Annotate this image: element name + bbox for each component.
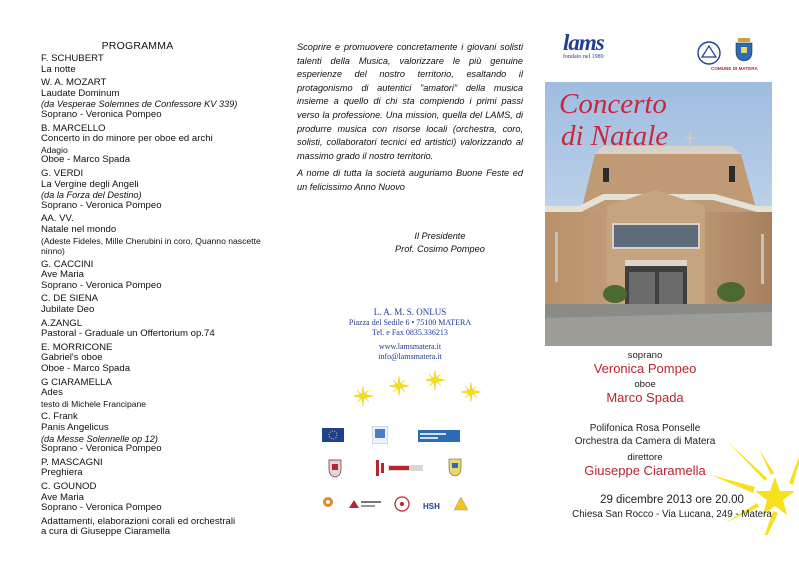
eu-flag-logo <box>322 428 344 442</box>
piece-line: testo di Michele Francipane <box>41 398 147 409</box>
piece-line: Ades <box>41 387 63 399</box>
svg-text:HSH: HSH <box>423 502 440 511</box>
programme-piece <box>41 124 273 166</box>
programme-piece <box>41 214 273 256</box>
star-icon <box>389 376 409 396</box>
piece-composer: W. A. MOZART <box>41 77 107 89</box>
contact-name: L. A. M. S. ONLUS <box>373 307 447 317</box>
piece-composer: C. GOUNOD <box>41 480 97 492</box>
decorative-stars <box>335 368 495 418</box>
piece-line: (da la Forza del Destino) <box>41 190 142 201</box>
piece-composer: C. DE SIENA <box>41 293 99 305</box>
programme-piece <box>41 412 273 454</box>
piece-line: Oboe - Marco Spada <box>41 154 131 166</box>
ensemble-orchestra: Orchestra da Camera di Matera <box>574 436 716 447</box>
ensemble-choir: Polifonica Rosa Ponselle <box>589 423 701 434</box>
star-icon <box>425 370 445 390</box>
programme-piece <box>41 517 273 538</box>
signature <box>395 230 485 256</box>
piece-line: (da Messe Solennelle op 12) <box>41 433 158 444</box>
lams-logo-sub: fondato nel 1989 <box>563 54 604 60</box>
piece-line: Jubilate Deo <box>41 304 95 316</box>
programma-title: PROGRAMMA <box>101 40 174 52</box>
concert-title-line-1: Concerto <box>559 88 667 120</box>
contact-email[interactable]: info@lamsmatera.it <box>378 352 442 362</box>
hsh-logo <box>422 499 442 511</box>
star-icon <box>461 382 481 402</box>
contact-website[interactable]: www.lamsmatera.it <box>378 342 442 352</box>
programme-piece <box>41 260 273 292</box>
piece-composer: B. MARCELLO <box>41 122 106 134</box>
conductor-label: direttore <box>627 452 663 463</box>
cover-panel <box>545 0 799 570</box>
piece-line: Soprano - Veronica Pompeo <box>41 443 162 455</box>
piece-line: La notte <box>41 63 76 75</box>
intro-paragraph-1: Scoprire e promuovere concretamente i giovani solisti talenti della Musica, valorizzare le più genuine esperienze del nostro territorio, esaltando il protagonismo di autentici "amatori" della musica insieme a quello di chi sta compiendo i primi passi verso la professione. Una mission, quella del LAMS, di produrre musica con risorse locali (orchestra, coro, solisti, collaboratori tecnici ed artistici) valorizzando al massimo grado il nostro territorio. <box>297 42 523 161</box>
piece-line: Preghiera <box>41 467 83 479</box>
piece-line: Soprano - Veronica Pompeo <box>41 502 162 514</box>
piece-composer: Adattamenti, elaborazioni corali ed orchestrali <box>41 515 236 527</box>
piece-line: Ave Maria <box>41 491 85 503</box>
conductor-name: Giuseppe Ciaramella <box>584 463 706 478</box>
piece-line: (da Vesperae Solemnes de Confessore KV 339) <box>41 99 238 110</box>
star-icon <box>353 386 373 406</box>
concert-title-line-2: di Natale <box>561 120 669 152</box>
programme-piece <box>41 378 273 410</box>
contact-block <box>315 308 505 362</box>
piece-line: Gabriel's oboe <box>41 352 103 364</box>
signature-role: Il Presidente <box>414 231 466 241</box>
intro-paragraph-2: A nome di tutta la società auguriamo Buone Feste ed un felicissimo Anno Nuovo <box>297 168 523 192</box>
piece-line: a cura di Giuseppe Ciaramella <box>41 526 171 538</box>
sponsor-logo-small-3 <box>391 496 413 512</box>
piece-composer: A.ZANGL <box>41 317 83 329</box>
piece-composer: E. MORRICONE <box>41 341 113 353</box>
crest-logo-1 <box>327 458 343 478</box>
programme-piece <box>41 319 273 340</box>
comune-crest-icon <box>734 38 754 62</box>
programma-list <box>41 54 273 541</box>
lams-logo-word: lams <box>563 30 604 55</box>
soprano-label: soprano <box>627 350 663 361</box>
programme-piece <box>41 54 273 75</box>
piece-line: La Vergine degli Angeli <box>41 178 139 190</box>
piece-composer: C. Frank <box>41 411 78 423</box>
intro-text <box>297 41 523 199</box>
programme-piece <box>41 482 273 514</box>
matera-2019-logo <box>373 458 425 478</box>
piece-line: Soprano - Veronica Pompeo <box>41 279 162 291</box>
programme-piece <box>41 458 273 479</box>
piece-line: Ave Maria <box>41 269 85 281</box>
piece-line: Soprano - Veronica Pompeo <box>41 108 162 120</box>
concert-title <box>559 88 668 152</box>
soprano-name: Veronica Pompeo <box>593 361 697 376</box>
piece-composer: G. VERDI <box>41 167 84 179</box>
intro-panel <box>275 0 545 570</box>
sponsor-logo-small-4 <box>453 496 469 512</box>
piece-line: Concerto in do minore per oboe ed archi <box>41 133 213 145</box>
lams-logo <box>563 30 604 60</box>
piece-composer: P. MASCAGNI <box>41 456 103 468</box>
piece-line: Soprano - Veronica Pompeo <box>41 199 162 211</box>
piece-composer: F. SCHUBERT <box>41 53 104 64</box>
regione-logo <box>372 426 388 444</box>
piece-line: Pastoral - Graduale un Offertorium op.74 <box>41 328 215 340</box>
programme-piece <box>41 78 273 120</box>
piece-composer: AA. VV. <box>41 213 74 225</box>
event-venue: Chiesa San Rocco - Via Lucana, 249 - Matera <box>572 509 772 520</box>
piece-line: Panis Angelicus <box>41 422 109 433</box>
event-date: 29 dicembre 2013 ore 20.00 <box>600 494 744 506</box>
signature-name: Prof. Cosimo Pompeo <box>395 244 485 254</box>
programme-piece <box>41 343 273 375</box>
crest-logo-2 <box>447 457 463 477</box>
piece-line: Oboe - Marco Spada <box>41 363 131 375</box>
oboe-label: oboe <box>634 379 656 390</box>
comune-label: COMUNE DI MATERA <box>711 66 758 71</box>
oboe-name: Marco Spada <box>606 390 684 405</box>
contact-phone: Tel. e Fax 0835.336213 <box>372 327 448 337</box>
piece-line: Adagio <box>41 144 68 155</box>
sponsor-logo-small-1 <box>322 496 334 508</box>
programme-piece <box>41 294 273 315</box>
partner-logo <box>695 40 723 66</box>
piece-composer: G. CACCINI <box>41 258 94 270</box>
piece-line: Laudate Dominum <box>41 87 120 99</box>
programme-piece <box>41 169 273 211</box>
sponsor-logo-small-2 <box>348 498 382 510</box>
programma-panel <box>0 0 275 570</box>
contact-address: Piazza del Sedile 6 • 75100 MATERA <box>348 317 472 327</box>
piece-line: (Adeste Fideles, Mille Cherubini in coro, Quanno nascette ninno) <box>41 235 261 257</box>
piece-line: Natale nel mondo <box>41 223 117 235</box>
sponsor-logo-blue <box>418 430 460 442</box>
piece-composer: G CIARAMELLA <box>41 376 112 388</box>
